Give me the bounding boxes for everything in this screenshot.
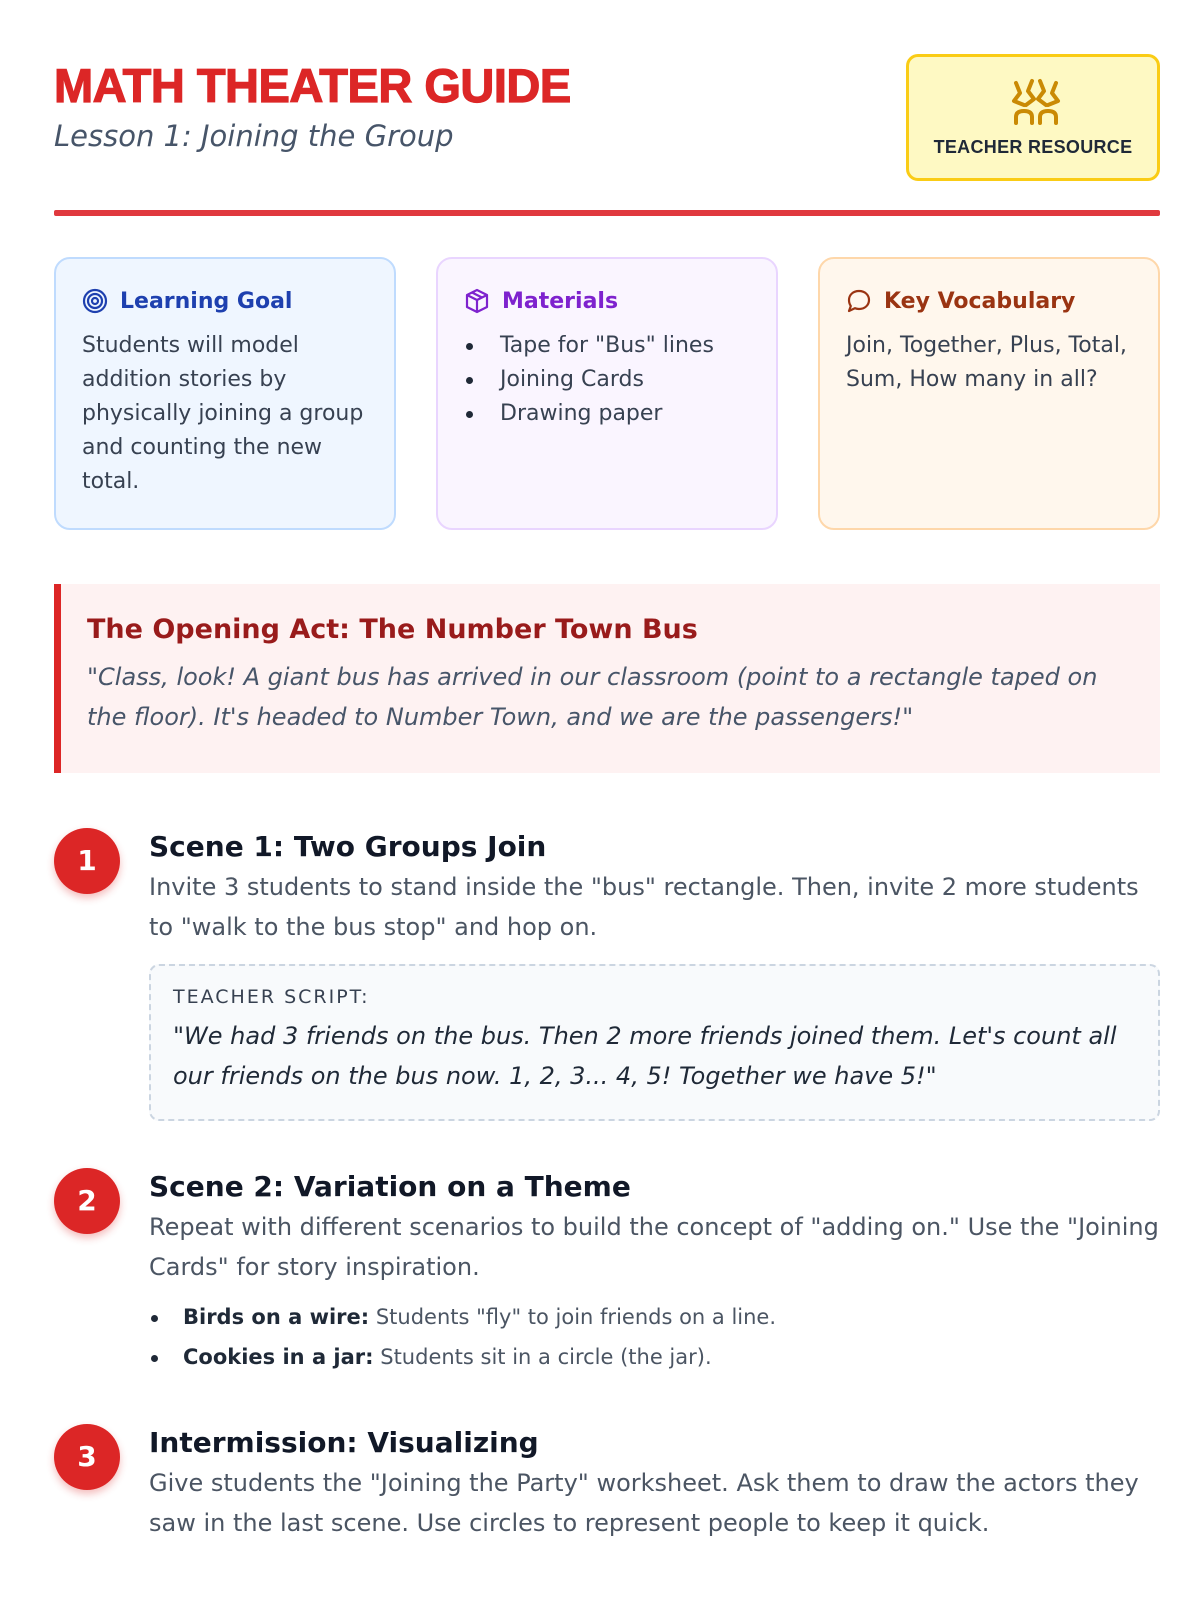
card-header — [82, 287, 368, 315]
step-text: Invite 3 students to stand inside the "bus" rectangle. Then, invite 2 more students to "walk to the bus stop" and hop on. — [149, 873, 1139, 941]
step-title: Intermission: Visualizing — [149, 1426, 539, 1459]
materials-list — [464, 329, 750, 431]
page-title: MATH THEATER GUIDE — [54, 59, 571, 112]
theater-masks-icon — [1010, 77, 1062, 129]
script-text: "We had 3 friends on the bus. Then 2 more friends joined them. Let's count all our friends on the bus now. 1, 2, 3... 4, 5! Together we have 5!" — [173, 1022, 1117, 1090]
key-vocabulary-card — [818, 257, 1160, 530]
header-divider — [54, 210, 1160, 216]
step-content — [149, 830, 1160, 1121]
vocabulary-text: Join, Together, Plus, Total, Sum, How many in all? — [846, 333, 1127, 392]
speech-bubble-icon — [846, 288, 872, 314]
opening-act-callout — [54, 584, 1160, 773]
card-title: Key Vocabulary — [884, 288, 1076, 314]
card-title: Learning Goal — [120, 288, 293, 314]
step-2 — [54, 1168, 1160, 1388]
step-title: Scene 2: Variation on a Theme — [149, 1170, 631, 1203]
bullet-text: Students "fly" to join friends on a line. — [369, 1305, 777, 1329]
card-header — [464, 287, 750, 315]
badge-label: TEACHER RESOURCE — [933, 137, 1133, 157]
lesson-subtitle: Lesson 1: Joining the Group — [54, 119, 454, 153]
step-number-badge: 1 — [54, 828, 120, 894]
materials-card — [436, 257, 778, 530]
step-number-badge: 3 — [54, 1424, 120, 1490]
list-item — [149, 1297, 1160, 1337]
box-icon — [464, 288, 490, 314]
info-cards — [54, 257, 1160, 530]
step-text: Give students the "Joining the Party" worksheet. Ask them to draw the actors they saw in the last scene. Use circles to represent people to keep it quick. — [149, 1469, 1139, 1537]
teacher-script-box — [149, 964, 1160, 1121]
scenario-list — [149, 1297, 1160, 1377]
bullet-label: Birds on a wire: — [183, 1305, 370, 1329]
step-content — [149, 1426, 1160, 1543]
card-title: Materials — [502, 288, 619, 314]
list-item: Tape for "Bus" lines — [464, 329, 750, 363]
card-header — [846, 287, 1132, 315]
list-item — [149, 1337, 1160, 1377]
teacher-resource-badge — [906, 54, 1160, 181]
learning-goal-card — [54, 257, 396, 530]
opening-title: The Opening Act: The Number Town Bus — [87, 614, 698, 645]
target-icon — [82, 288, 108, 314]
list-item: Joining Cards — [464, 363, 750, 397]
header — [54, 54, 1160, 214]
list-item: Drawing paper — [464, 397, 750, 431]
bullet-text: Students sit in a circle (the jar). — [373, 1345, 712, 1369]
learning-goal-text: Students will model addition stories by physically joining a group and counting the new total. — [82, 333, 364, 494]
step-3 — [54, 1424, 1160, 1564]
step-content — [149, 1170, 1160, 1377]
step-text: Repeat with different scenarios to build the concept of "adding on." Use the "Joining Cards" for story inspiration. — [149, 1213, 1159, 1281]
step-1 — [54, 828, 1160, 1128]
bullet-label: Cookies in a jar: — [183, 1345, 374, 1369]
step-title: Scene 1: Two Groups Join — [149, 830, 547, 863]
opening-text: "Class, look! A giant bus has arrived in our classroom (point to a rectangle taped on the floor). It's headed to Number Town, and we are the passengers!" — [87, 663, 1098, 731]
step-number-badge: 2 — [54, 1168, 120, 1234]
script-label: TEACHER SCRIPT: — [173, 986, 370, 1008]
